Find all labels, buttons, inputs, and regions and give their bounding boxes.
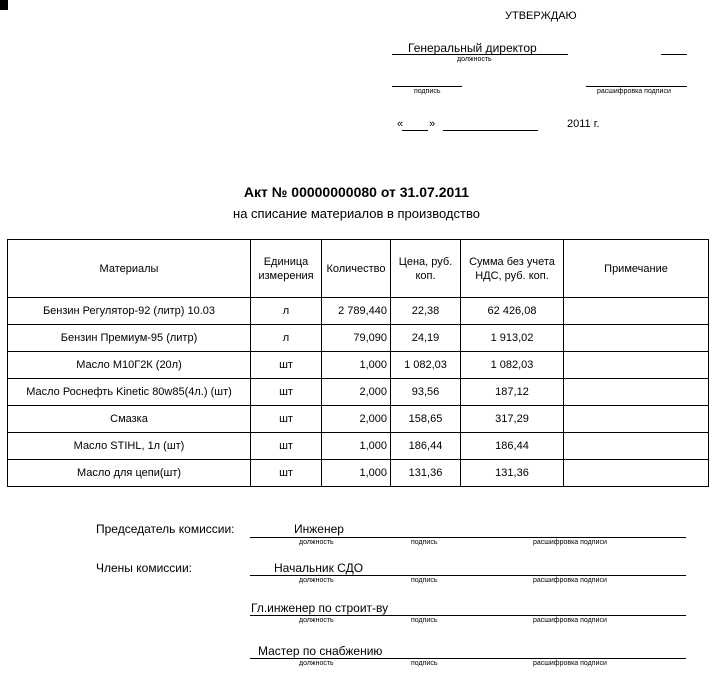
cell-note: [564, 460, 709, 487]
table-row: [8, 325, 709, 352]
cell-unit: шт: [251, 379, 322, 406]
position-underline-extra: [661, 54, 687, 55]
cell-material: Масло для цепи(шт): [8, 460, 251, 487]
decoding-caption: расшифровка подписи: [597, 88, 671, 95]
cell-price: 24,19: [391, 325, 461, 352]
chair-underline: [250, 537, 686, 538]
position-caption: должность: [299, 617, 334, 624]
cell-note: [564, 352, 709, 379]
signature-caption: подпись: [411, 539, 438, 546]
header-material: Материалы: [8, 240, 251, 298]
member-underline: [250, 615, 686, 616]
cell-material: Масло М10Г2К (20л): [8, 352, 251, 379]
cell-price: 158,65: [391, 406, 461, 433]
header-sum: Сумма без учета НДС, руб. коп.: [461, 240, 564, 298]
cell-quantity: 2,000: [322, 379, 391, 406]
cell-sum: 1 913,02: [461, 325, 564, 352]
header-price: Цена, руб. коп.: [391, 240, 461, 298]
cell-note: [564, 298, 709, 325]
corner-marker: [0, 0, 8, 10]
cell-quantity: 2 789,440: [322, 298, 391, 325]
cell-quantity: 2,000: [322, 406, 391, 433]
cell-quantity: 79,090: [322, 325, 391, 352]
signature-caption: подпись: [414, 88, 441, 95]
signature-underline: [392, 86, 462, 87]
date-quote-close: »: [429, 118, 436, 130]
cell-material: Масло STIHL, 1л (шт): [8, 433, 251, 460]
chair-position: Инженер: [294, 522, 344, 536]
signature-caption: подпись: [411, 617, 438, 624]
approval-heading: УТВЕРЖДАЮ: [505, 10, 577, 22]
table-row: [8, 460, 709, 487]
cell-material: Смазка: [8, 406, 251, 433]
approval-year: 2011 г.: [567, 118, 600, 130]
table-row: [8, 433, 709, 460]
chair-label: Председатель комиссии:: [96, 522, 235, 536]
cell-unit: шт: [251, 352, 322, 379]
director-position: Генеральный директор: [408, 41, 537, 55]
member-position: Начальник СДО: [274, 561, 364, 575]
header-quantity: Количество: [322, 240, 391, 298]
cell-note: [564, 433, 709, 460]
cell-price: 1 082,03: [391, 352, 461, 379]
table-row: [8, 379, 709, 406]
table-row: [8, 298, 709, 325]
cell-quantity: 1,000: [322, 352, 391, 379]
member-position: Мастер по снабжению: [258, 644, 383, 658]
decoding-caption: расшифровка подписи: [533, 539, 607, 546]
position-caption: должность: [299, 660, 334, 667]
cell-material: Бензин Премиум-95 (литр): [8, 325, 251, 352]
members-label: Члены комиссии:: [96, 561, 193, 575]
signature-caption: подпись: [411, 660, 438, 667]
table-header-row: [8, 240, 709, 298]
cell-price: 93,56: [391, 379, 461, 406]
decoding-caption: расшифровка подписи: [533, 577, 607, 584]
cell-unit: шт: [251, 460, 322, 487]
document-subtitle: на списание материалов в производство: [233, 206, 480, 221]
member-position: Гл.инженер по строит-ву: [251, 601, 389, 615]
cell-material: Бензин Регулятор-92 (литр) 10.03: [8, 298, 251, 325]
position-caption: должность: [457, 56, 492, 63]
position-caption: должность: [299, 577, 334, 584]
cell-quantity: 1,000: [322, 433, 391, 460]
signature-caption: подпись: [411, 577, 438, 584]
decoding-caption: расшифровка подписи: [533, 660, 607, 667]
position-underline: [392, 54, 568, 55]
decoding-underline: [586, 86, 687, 87]
cell-note: [564, 406, 709, 433]
cell-price: 186,44: [391, 433, 461, 460]
date-quote-open: «: [397, 118, 404, 130]
document-title: Акт № 00000000080 от 31.07.2011: [243, 184, 470, 200]
cell-sum: 1 082,03: [461, 352, 564, 379]
cell-sum: 317,29: [461, 406, 564, 433]
position-caption: должность: [299, 539, 334, 546]
cell-price: 22,38: [391, 298, 461, 325]
table-row: [8, 352, 709, 379]
month-underline: [443, 130, 538, 131]
cell-quantity: 1,000: [322, 460, 391, 487]
cell-material: Масло Роснефть Kinetic 80w85(4л.) (шт): [8, 379, 251, 406]
table-row: [8, 406, 709, 433]
day-underline: [402, 130, 428, 131]
member-underline: [250, 658, 686, 659]
cell-note: [564, 325, 709, 352]
cell-note: [564, 379, 709, 406]
cell-price: 131,36: [391, 460, 461, 487]
decoding-caption: расшифровка подписи: [533, 617, 607, 624]
cell-unit: шт: [251, 433, 322, 460]
header-note: Примечание: [564, 240, 709, 298]
cell-unit: л: [251, 325, 322, 352]
cell-sum: 186,44: [461, 433, 564, 460]
cell-unit: л: [251, 298, 322, 325]
cell-sum: 62 426,08: [461, 298, 564, 325]
cell-unit: шт: [251, 406, 322, 433]
header-unit: Единица измерения: [251, 240, 322, 298]
materials-table: [7, 239, 709, 487]
cell-sum: 131,36: [461, 460, 564, 487]
cell-sum: 187,12: [461, 379, 564, 406]
member-underline: [250, 575, 686, 576]
